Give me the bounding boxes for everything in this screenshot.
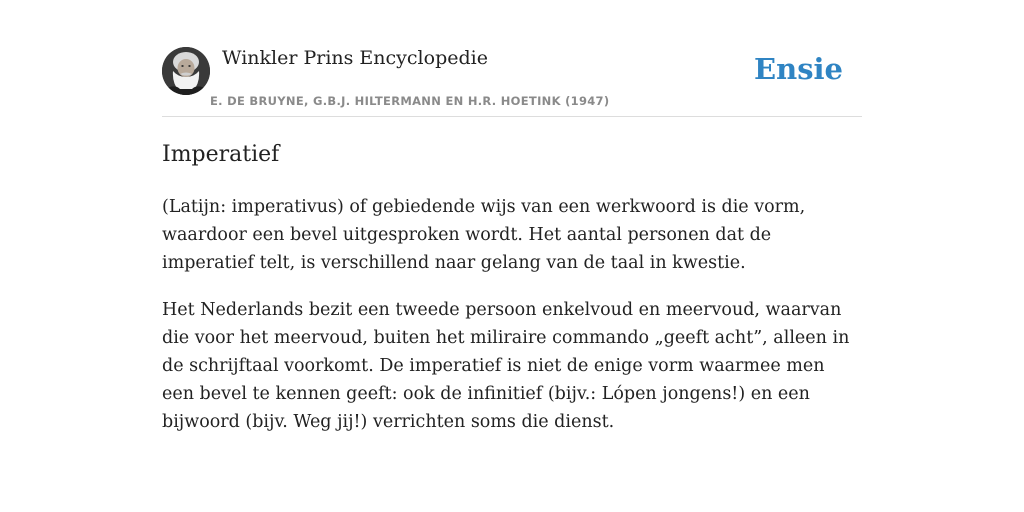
publication-title[interactable]: Winkler Prins Encyclopedie [222,47,488,69]
ensie-logo-link[interactable]: Ensie [754,52,843,86]
author-avatar[interactable] [162,47,210,95]
article-paragraph: Het Nederlands bezit een tweede persoon enkelvoud en meervoud, waarvan die voor het meervoud, buiten het miliraire commando „geeft acht”, alleen in de schrijftaal voorkomt. De imperatief is niet de enige vorm waarmee men een bevel te kennen geeft: ook de infinitief (bijv.: Lópen jongens!) en een bijwoord (bijv. Weg jij!) verrichten soms die dienst. [162,300,850,432]
article [162,140,862,436]
bearded-man-portrait-icon [162,47,210,95]
publication-authors: E. DE BRUYNE, G.B.J. HILTERMANN EN H.R. HOETINK (1947) [210,94,610,108]
article-paragraph: (Latijn: imperativus) of gebiedende wijs van een werkwoord is die vorm, waardoor een bevel uitgesproken wordt. Het aantal personen dat de imperatief telt, is verschillend naar gelang van de taal in kwestie. [162,197,806,273]
article-title: Imperatief [162,142,280,167]
site-header [162,44,862,117]
